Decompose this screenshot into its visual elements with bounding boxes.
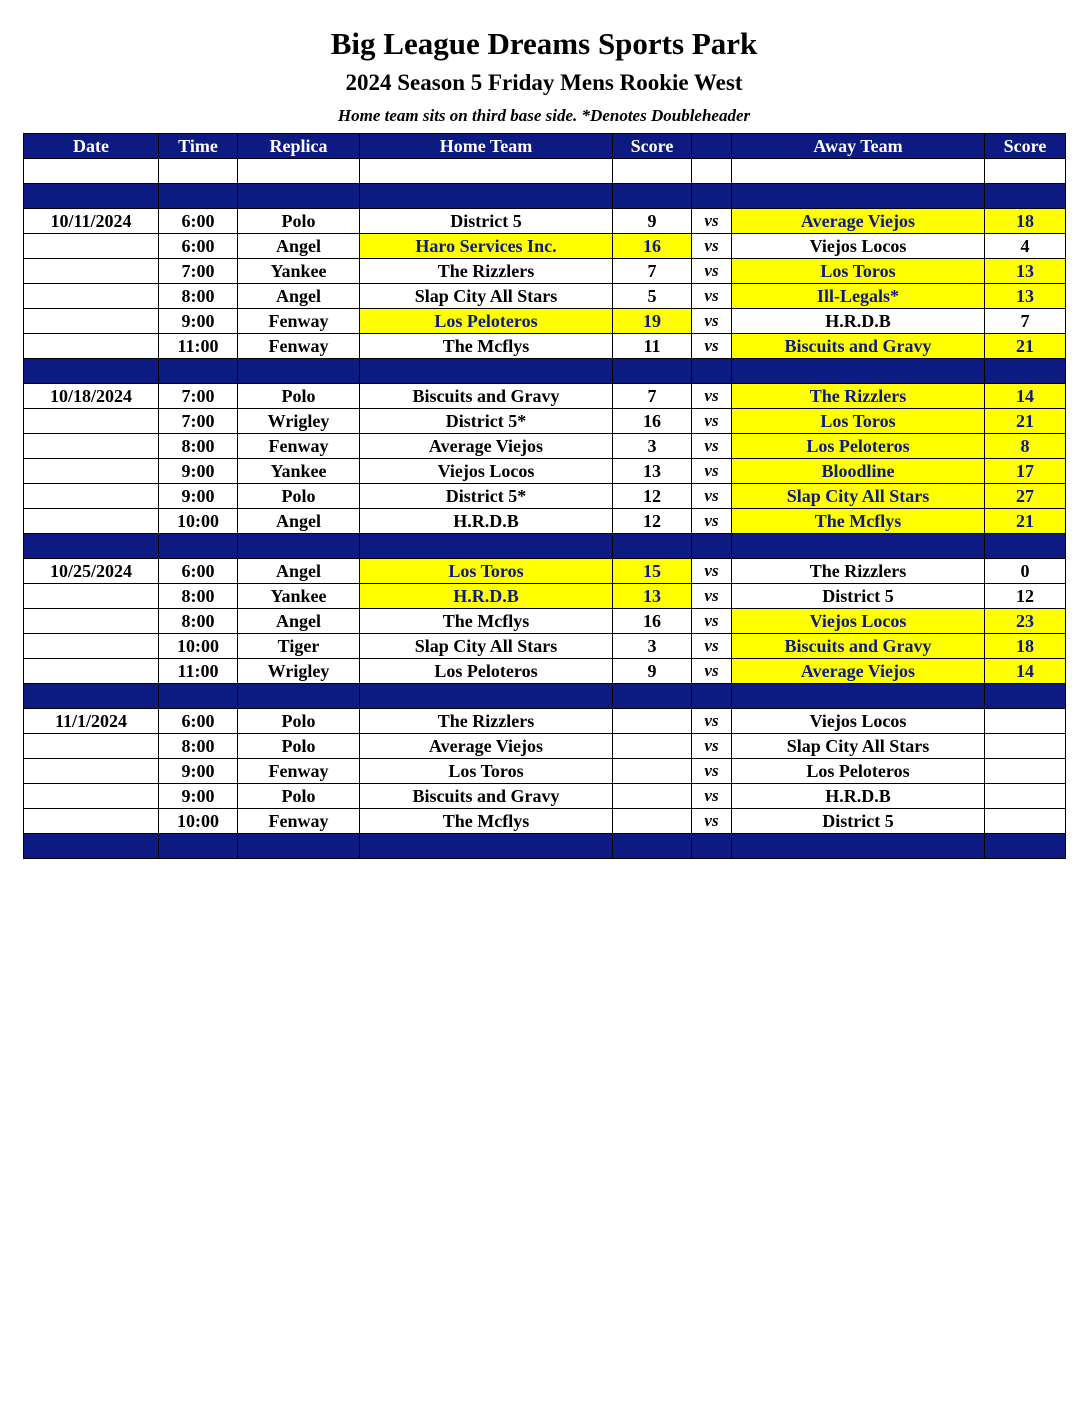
- vs-cell: [692, 159, 732, 184]
- home-team-cell: The Mcflys: [360, 334, 613, 359]
- date-cell: [24, 759, 159, 784]
- away-score-cell: [985, 534, 1066, 559]
- away-score-cell: 12: [985, 584, 1066, 609]
- away-score-cell: [985, 784, 1066, 809]
- time-cell: [159, 834, 238, 859]
- replica-cell: Yankee: [238, 459, 360, 484]
- table-row: [24, 734, 1066, 759]
- table-header-row: [24, 134, 1066, 159]
- away-score-cell: [985, 734, 1066, 759]
- home-score-cell: [613, 534, 692, 559]
- date-cell: [24, 684, 159, 709]
- table-row: [24, 259, 1066, 284]
- vs-cell: vs: [692, 484, 732, 509]
- away-team-cell: Average Viejos: [732, 659, 985, 684]
- home-score-cell: 3: [613, 634, 692, 659]
- replica-cell: Fenway: [238, 434, 360, 459]
- home-team-cell: [360, 359, 613, 384]
- vs-cell: vs: [692, 384, 732, 409]
- vs-cell: vs: [692, 584, 732, 609]
- home-team-cell: Los Toros: [360, 559, 613, 584]
- time-cell: 6:00: [159, 234, 238, 259]
- table-row: [24, 384, 1066, 409]
- vs-cell: vs: [692, 334, 732, 359]
- home-score-cell: [613, 159, 692, 184]
- time-cell: [159, 184, 238, 209]
- time-cell: [159, 534, 238, 559]
- time-cell: 11:00: [159, 659, 238, 684]
- away-score-cell: 17: [985, 459, 1066, 484]
- away-score-cell: 14: [985, 659, 1066, 684]
- date-cell: [24, 734, 159, 759]
- table-row: [24, 434, 1066, 459]
- away-score-cell: [985, 759, 1066, 784]
- time-cell: 6:00: [159, 209, 238, 234]
- away-team-cell: Slap City All Stars: [732, 484, 985, 509]
- away-score-cell: 27: [985, 484, 1066, 509]
- replica-cell: Polo: [238, 734, 360, 759]
- replica-cell: Polo: [238, 209, 360, 234]
- schedule-body: [24, 159, 1066, 859]
- time-cell: 7:00: [159, 409, 238, 434]
- away-score-cell: 7: [985, 309, 1066, 334]
- away-score-cell: 18: [985, 209, 1066, 234]
- vs-cell: [692, 834, 732, 859]
- home-team-cell: Haro Services Inc.: [360, 234, 613, 259]
- replica-cell: [238, 359, 360, 384]
- date-cell: [24, 659, 159, 684]
- vs-cell: [692, 359, 732, 384]
- table-row: [24, 759, 1066, 784]
- home-score-cell: 7: [613, 384, 692, 409]
- date-cell: [24, 484, 159, 509]
- home-team-cell: The Mcflys: [360, 809, 613, 834]
- date-cell: [24, 634, 159, 659]
- col-header-replica: Replica: [238, 134, 360, 159]
- home-score-cell: [613, 734, 692, 759]
- home-team-cell: Los Peloteros: [360, 659, 613, 684]
- table-row: [24, 584, 1066, 609]
- home-score-cell: 16: [613, 609, 692, 634]
- date-cell: [24, 784, 159, 809]
- away-score-cell: 4: [985, 234, 1066, 259]
- home-team-cell: [360, 834, 613, 859]
- away-team-cell: Viejos Locos: [732, 234, 985, 259]
- time-cell: 7:00: [159, 259, 238, 284]
- vs-cell: [692, 684, 732, 709]
- date-cell: [24, 359, 159, 384]
- away-score-cell: [985, 709, 1066, 734]
- replica-cell: Tiger: [238, 634, 360, 659]
- home-team-cell: [360, 684, 613, 709]
- away-score-cell: [985, 184, 1066, 209]
- away-team-cell: Los Toros: [732, 259, 985, 284]
- table-row: [24, 609, 1066, 634]
- vs-cell: vs: [692, 809, 732, 834]
- away-team-cell: Biscuits and Gravy: [732, 334, 985, 359]
- home-team-cell: District 5*: [360, 409, 613, 434]
- time-cell: [159, 359, 238, 384]
- replica-cell: Polo: [238, 484, 360, 509]
- table-row: [24, 309, 1066, 334]
- time-cell: 8:00: [159, 584, 238, 609]
- section-divider-row: [24, 359, 1066, 384]
- home-score-cell: 13: [613, 584, 692, 609]
- vs-cell: vs: [692, 759, 732, 784]
- home-score-cell: 5: [613, 284, 692, 309]
- away-team-cell: Bloodline: [732, 459, 985, 484]
- col-header-home-team: Home Team: [360, 134, 613, 159]
- section-divider-row: [24, 534, 1066, 559]
- time-cell: 9:00: [159, 309, 238, 334]
- time-cell: 8:00: [159, 284, 238, 309]
- replica-cell: Yankee: [238, 584, 360, 609]
- table-row: [24, 634, 1066, 659]
- home-team-cell: [360, 534, 613, 559]
- blank-row: [24, 159, 1066, 184]
- time-cell: 7:00: [159, 384, 238, 409]
- away-team-cell: Viejos Locos: [732, 609, 985, 634]
- time-cell: 8:00: [159, 609, 238, 634]
- away-score-cell: [985, 359, 1066, 384]
- away-team-cell: Los Peloteros: [732, 434, 985, 459]
- vs-cell: vs: [692, 734, 732, 759]
- away-team-cell: Slap City All Stars: [732, 734, 985, 759]
- away-team-cell: Biscuits and Gravy: [732, 634, 985, 659]
- time-cell: 11:00: [159, 334, 238, 359]
- replica-cell: Fenway: [238, 809, 360, 834]
- replica-cell: Polo: [238, 709, 360, 734]
- vs-cell: vs: [692, 234, 732, 259]
- replica-cell: Angel: [238, 559, 360, 584]
- date-cell: [24, 509, 159, 534]
- home-team-cell: District 5*: [360, 484, 613, 509]
- home-team-cell: Biscuits and Gravy: [360, 384, 613, 409]
- home-score-cell: [613, 834, 692, 859]
- away-team-cell: Ill-Legals*: [732, 284, 985, 309]
- vs-cell: vs: [692, 709, 732, 734]
- away-team-cell: The Rizzlers: [732, 384, 985, 409]
- home-team-cell: H.R.D.B: [360, 584, 613, 609]
- time-cell: 9:00: [159, 759, 238, 784]
- home-score-cell: 12: [613, 484, 692, 509]
- col-header-vs: [692, 134, 732, 159]
- home-team-cell: Los Toros: [360, 759, 613, 784]
- replica-cell: [238, 534, 360, 559]
- home-score-cell: [613, 709, 692, 734]
- table-row: [24, 784, 1066, 809]
- time-cell: 9:00: [159, 484, 238, 509]
- away-team-cell: The Mcflys: [732, 509, 985, 534]
- col-header-away-score: Score: [985, 134, 1066, 159]
- date-cell: [24, 409, 159, 434]
- away-score-cell: 0: [985, 559, 1066, 584]
- away-score-cell: 23: [985, 609, 1066, 634]
- replica-cell: Polo: [238, 784, 360, 809]
- time-cell: 9:00: [159, 784, 238, 809]
- home-score-cell: [613, 784, 692, 809]
- replica-cell: Polo: [238, 384, 360, 409]
- away-team-cell: Viejos Locos: [732, 709, 985, 734]
- replica-cell: Yankee: [238, 259, 360, 284]
- table-row: [24, 284, 1066, 309]
- home-score-cell: [613, 809, 692, 834]
- col-header-home-score: Score: [613, 134, 692, 159]
- section-divider-row: [24, 684, 1066, 709]
- table-row: [24, 409, 1066, 434]
- date-cell: [24, 184, 159, 209]
- away-team-cell: [732, 684, 985, 709]
- replica-cell: Fenway: [238, 309, 360, 334]
- replica-cell: Fenway: [238, 759, 360, 784]
- section-divider-row: [24, 184, 1066, 209]
- away-score-cell: 18: [985, 634, 1066, 659]
- away-score-cell: [985, 809, 1066, 834]
- replica-cell: Angel: [238, 509, 360, 534]
- page-title: Big League Dreams Sports Park: [330, 26, 758, 61]
- away-team-cell: [732, 159, 985, 184]
- home-score-cell: 13: [613, 459, 692, 484]
- away-team-cell: H.R.D.B: [732, 309, 985, 334]
- home-score-cell: 19: [613, 309, 692, 334]
- home-score-cell: [613, 684, 692, 709]
- vs-cell: vs: [692, 434, 732, 459]
- date-cell: [24, 259, 159, 284]
- away-team-cell: [732, 534, 985, 559]
- replica-cell: Angel: [238, 284, 360, 309]
- date-cell: [24, 459, 159, 484]
- vs-cell: vs: [692, 634, 732, 659]
- away-score-cell: [985, 159, 1066, 184]
- vs-cell: vs: [692, 209, 732, 234]
- replica-cell: [238, 184, 360, 209]
- away-team-cell: Los Peloteros: [732, 759, 985, 784]
- away-score-cell: [985, 684, 1066, 709]
- vs-cell: vs: [692, 784, 732, 809]
- home-score-cell: 7: [613, 259, 692, 284]
- home-team-cell: Slap City All Stars: [360, 284, 613, 309]
- replica-cell: Angel: [238, 609, 360, 634]
- date-cell: [24, 334, 159, 359]
- col-header-away-team: Away Team: [732, 134, 985, 159]
- date-cell: [24, 434, 159, 459]
- col-header-date: Date: [24, 134, 159, 159]
- vs-cell: vs: [692, 459, 732, 484]
- away-team-cell: H.R.D.B: [732, 784, 985, 809]
- date-cell: [24, 609, 159, 634]
- home-score-cell: [613, 759, 692, 784]
- away-team-cell: [732, 834, 985, 859]
- home-score-cell: 16: [613, 234, 692, 259]
- time-cell: 8:00: [159, 434, 238, 459]
- replica-cell: Fenway: [238, 334, 360, 359]
- away-score-cell: 8: [985, 434, 1066, 459]
- table-row: [24, 334, 1066, 359]
- date-cell: [24, 834, 159, 859]
- date-cell: [24, 809, 159, 834]
- home-team-cell: [360, 184, 613, 209]
- away-score-cell: 21: [985, 509, 1066, 534]
- home-team-cell: Average Viejos: [360, 734, 613, 759]
- table-row: [24, 809, 1066, 834]
- home-team-cell: Slap City All Stars: [360, 634, 613, 659]
- away-team-cell: [732, 184, 985, 209]
- date-cell: [24, 159, 159, 184]
- away-team-cell: The Rizzlers: [732, 559, 985, 584]
- away-team-cell: District 5: [732, 584, 985, 609]
- away-team-cell: Average Viejos: [732, 209, 985, 234]
- home-score-cell: 9: [613, 209, 692, 234]
- home-team-cell: Viejos Locos: [360, 459, 613, 484]
- replica-cell: [238, 159, 360, 184]
- home-team-cell: The Mcflys: [360, 609, 613, 634]
- away-team-cell: Los Toros: [732, 409, 985, 434]
- home-team-cell: [360, 159, 613, 184]
- vs-cell: [692, 184, 732, 209]
- away-score-cell: 13: [985, 259, 1066, 284]
- vs-cell: vs: [692, 559, 732, 584]
- home-score-cell: 9: [613, 659, 692, 684]
- away-team-cell: [732, 359, 985, 384]
- home-team-cell: Average Viejos: [360, 434, 613, 459]
- date-cell: [24, 234, 159, 259]
- schedule-table: [23, 133, 1066, 859]
- home-team-cell: The Rizzlers: [360, 259, 613, 284]
- table-row: [24, 209, 1066, 234]
- home-team-cell: H.R.D.B: [360, 509, 613, 534]
- replica-cell: [238, 834, 360, 859]
- vs-cell: vs: [692, 509, 732, 534]
- table-row: [24, 559, 1066, 584]
- date-cell: 10/25/2024: [24, 559, 159, 584]
- table-row: [24, 459, 1066, 484]
- table-row: [24, 659, 1066, 684]
- time-cell: 9:00: [159, 459, 238, 484]
- away-score-cell: 14: [985, 384, 1066, 409]
- time-cell: 6:00: [159, 559, 238, 584]
- time-cell: 6:00: [159, 709, 238, 734]
- date-cell: [24, 309, 159, 334]
- home-score-cell: [613, 184, 692, 209]
- home-score-cell: 11: [613, 334, 692, 359]
- away-team-cell: District 5: [732, 809, 985, 834]
- date-cell: [24, 284, 159, 309]
- vs-cell: vs: [692, 309, 732, 334]
- table-row: [24, 709, 1066, 734]
- date-cell: [24, 584, 159, 609]
- home-score-cell: 16: [613, 409, 692, 434]
- home-team-cell: Biscuits and Gravy: [360, 784, 613, 809]
- time-cell: 10:00: [159, 809, 238, 834]
- table-row: [24, 484, 1066, 509]
- vs-cell: vs: [692, 284, 732, 309]
- replica-cell: Angel: [238, 234, 360, 259]
- section-divider-row: [24, 834, 1066, 859]
- replica-cell: Wrigley: [238, 659, 360, 684]
- table-row: [24, 509, 1066, 534]
- home-score-cell: 3: [613, 434, 692, 459]
- replica-cell: [238, 684, 360, 709]
- home-team-cell: Los Peloteros: [360, 309, 613, 334]
- away-score-cell: 21: [985, 334, 1066, 359]
- date-cell: 11/1/2024: [24, 709, 159, 734]
- vs-cell: vs: [692, 259, 732, 284]
- schedule-note: Home team sits on third base side. *Denotes Doubleheader: [337, 106, 751, 125]
- vs-cell: [692, 534, 732, 559]
- time-cell: 8:00: [159, 734, 238, 759]
- away-score-cell: 13: [985, 284, 1066, 309]
- time-cell: 10:00: [159, 634, 238, 659]
- home-score-cell: 15: [613, 559, 692, 584]
- date-cell: [24, 534, 159, 559]
- date-cell: 10/11/2024: [24, 209, 159, 234]
- table-row: [24, 234, 1066, 259]
- replica-cell: Wrigley: [238, 409, 360, 434]
- home-team-cell: District 5: [360, 209, 613, 234]
- away-score-cell: 21: [985, 409, 1066, 434]
- vs-cell: vs: [692, 659, 732, 684]
- time-cell: [159, 684, 238, 709]
- vs-cell: vs: [692, 609, 732, 634]
- away-score-cell: [985, 834, 1066, 859]
- time-cell: [159, 159, 238, 184]
- home-team-cell: The Rizzlers: [360, 709, 613, 734]
- time-cell: 10:00: [159, 509, 238, 534]
- home-score-cell: [613, 359, 692, 384]
- col-header-time: Time: [159, 134, 238, 159]
- date-cell: 10/18/2024: [24, 384, 159, 409]
- home-score-cell: 12: [613, 509, 692, 534]
- schedule-subtitle: 2024 Season 5 Friday Mens Rookie West: [345, 70, 743, 95]
- vs-cell: vs: [692, 409, 732, 434]
